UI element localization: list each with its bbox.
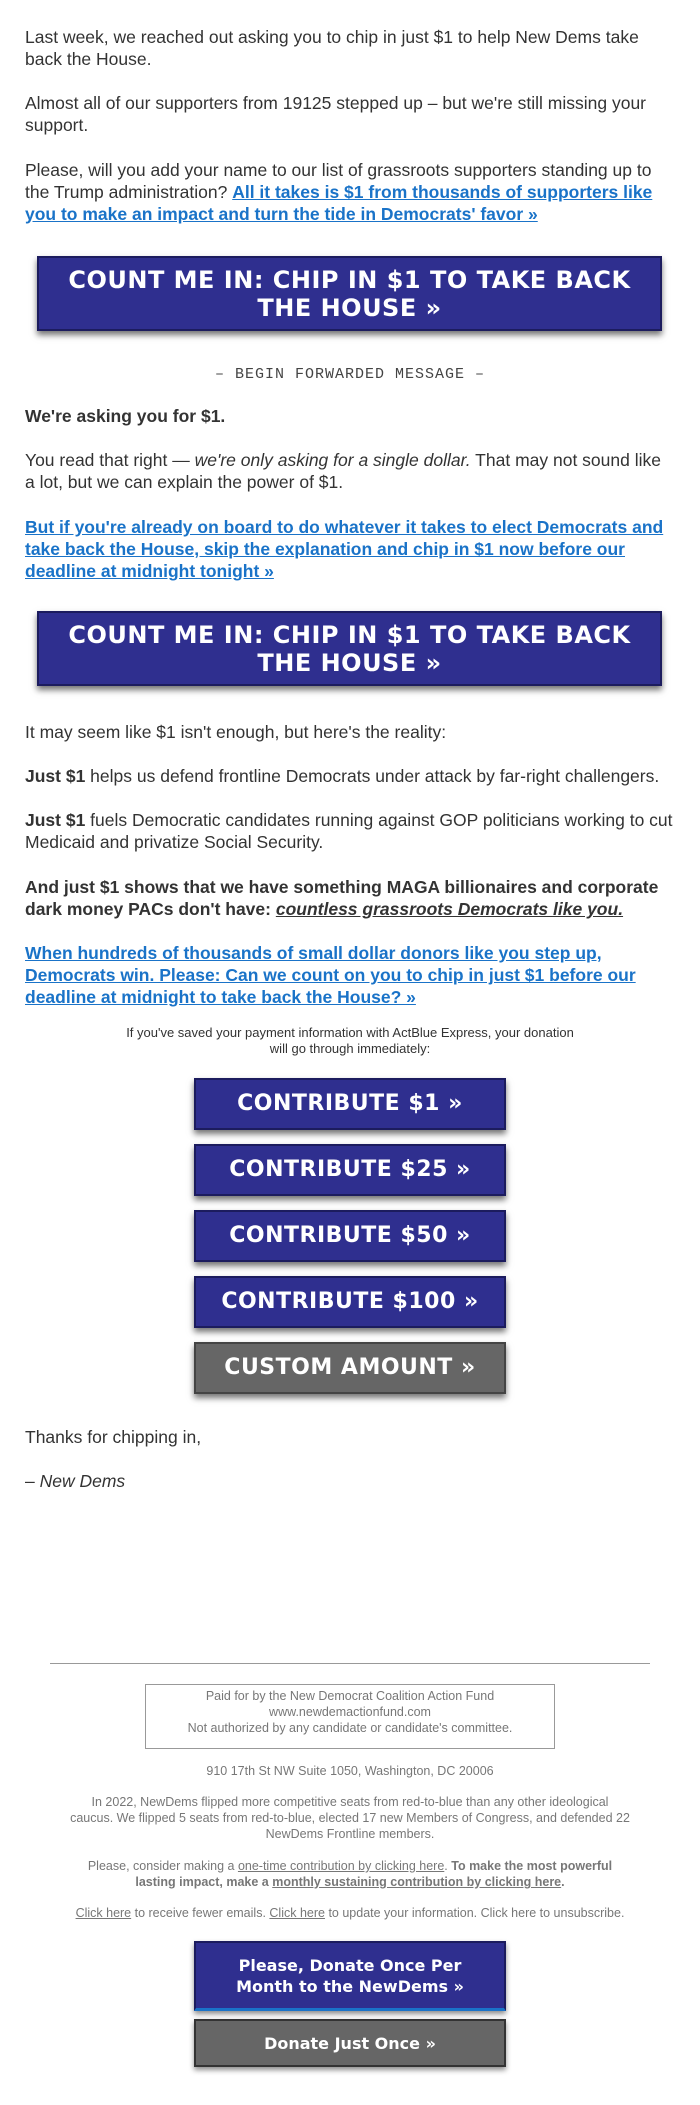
not-authorized-line: Not authorized by any candidate or candidate's committee. (187, 1721, 513, 1735)
forwarded-link-paragraph (25, 516, 675, 582)
custom-amount-button[interactable]: CUSTOM AMOUNT » (194, 1342, 506, 1394)
just1-paragraph-a (25, 765, 675, 787)
footer-about-text: In 2022, NewDems flipped more competitive seats from red-to-blue than any other ideological caucus. We flipped 5 seats from red-to-blue, elected 17 new Members of Congress, and defended 22 NewDems Frontline members. (70, 1795, 630, 1841)
actblue-note (0, 1025, 700, 1057)
paid-for-line: Paid for by the New Democrat Coalition Action Fund (205, 1689, 495, 1703)
fewer-emails-link[interactable]: Click here (75, 1906, 132, 1920)
website-line: www.newdemactionfund.com (269, 1705, 431, 1719)
maga-emphasis: countless grassroots Democrats like you. (275, 899, 624, 919)
just1-b-bold: Just $1 (25, 810, 86, 830)
forwarded-p1-text-end: That may not sound like a lot, but we can explain the power of $1. (25, 450, 661, 492)
consider-bold: To make the most powerful lasting impact, make a (135, 1859, 613, 1889)
consider-period: . (444, 1859, 452, 1873)
signature-name: New Dems (39, 1471, 126, 1491)
footer-email-prefs (0, 1905, 700, 1921)
footer-about (0, 1794, 700, 1842)
thanks-text: Thanks for chipping in, (25, 1427, 202, 1447)
fewer-emails-text: to receive fewer emails. (131, 1906, 270, 1920)
footer-address: 910 17th St NW Suite 1050, Washington, DC 20006 (206, 1764, 494, 1778)
intro-paragraph-3-text: Please, will you add your name to our list of grassroots supporters standing up to the Trump administration? (25, 160, 652, 202)
count-me-in-button-2[interactable]: COUNT ME IN: CHIP IN $1 TO TAKE BACK THE HOUSE » (37, 611, 662, 686)
paid-for-box (145, 1684, 555, 1749)
contribute-1-button[interactable]: CONTRIBUTE $1 » (194, 1078, 506, 1130)
intro-paragraph-3 (25, 159, 675, 225)
footer-consider (0, 1858, 700, 1890)
donors-win-link[interactable]: When hundreds of thousands of small dollar donors like you step up, Democrats win. Please: Can we count on you to chip in just $1 before our deadline at midnight to take back the House? » (25, 943, 636, 1007)
forwarded-message-label: – BEGIN FORWARDED MESSAGE – (214, 366, 486, 383)
just1-b-text: fuels Democratic candidates running against GOP politicians working to cut Medicaid and privatize Social Security. (25, 810, 673, 852)
one-time-contribution-link[interactable]: one-time contribution by clicking here (237, 1859, 445, 1873)
maga-text: And just $1 shows that we have something MAGA billionaires and corporate dark money PACs don't have: (25, 877, 659, 919)
forwarded-heading: We're asking you for $1. (25, 406, 226, 426)
donate-monthly-button[interactable]: Please, Donate Once Per Month to the NewDems » (194, 1941, 506, 2011)
signature-dash: – (25, 1471, 40, 1491)
reality-paragraph: It may seem like $1 isn't enough, but here's the reality: (25, 722, 447, 742)
contribute-25-button[interactable]: CONTRIBUTE $25 » (194, 1144, 506, 1196)
intro-paragraph-1: Last week, we reached out asking you to chip in just $1 to help New Dems take back the House. (25, 27, 639, 69)
forwarded-paragraph-1 (25, 449, 675, 493)
update-info-link[interactable]: Click here (269, 1906, 325, 1920)
consider-text: Please, consider making a (87, 1859, 238, 1873)
count-me-in-button-1[interactable]: COUNT ME IN: CHIP IN $1 TO TAKE BACK THE HOUSE » (37, 256, 662, 331)
maga-paragraph (25, 876, 675, 920)
contribute-100-button[interactable]: CONTRIBUTE $100 » (194, 1276, 506, 1328)
forwarded-p1-emphasis: we're only asking for a single dollar. (194, 450, 471, 470)
signature (25, 1470, 675, 1492)
just1-a-text: helps us defend frontline Democrats under attack by far-right challengers. (85, 766, 660, 786)
donors-link-paragraph (25, 942, 675, 1008)
consider-end: . (561, 1875, 565, 1889)
footer-divider (50, 1663, 650, 1664)
forwarded-p1-text: You read that right — (25, 450, 195, 470)
monthly-contribution-link[interactable]: monthly sustaining contribution by clicking here (272, 1875, 562, 1889)
supporters-link[interactable]: All it takes is $1 from thousands of supporters like you to make an impact and turn the tide in Democrats' favor » (25, 182, 653, 224)
just1-paragraph-b (25, 809, 675, 853)
update-info-text: to update your information. Click here to unsubscribe. (324, 1906, 625, 1920)
skip-explanation-link[interactable]: But if you're already on board to do whatever it takes to elect Democrats and take back the House, skip the explanation and chip in $1 now before our deadline at midnight tonight » (25, 517, 664, 581)
actblue-note-text: If you've saved your payment information with ActBlue Express, your donation will go through immediately: (126, 1025, 574, 1056)
donate-once-button[interactable]: Donate Just Once » (194, 2019, 506, 2067)
intro-paragraph-2: Almost all of our supporters from 19125 stepped up – but we're still missing your support. (25, 93, 647, 135)
contribute-50-button[interactable]: CONTRIBUTE $50 » (194, 1210, 506, 1262)
just1-a-bold: Just $1 (25, 766, 86, 786)
